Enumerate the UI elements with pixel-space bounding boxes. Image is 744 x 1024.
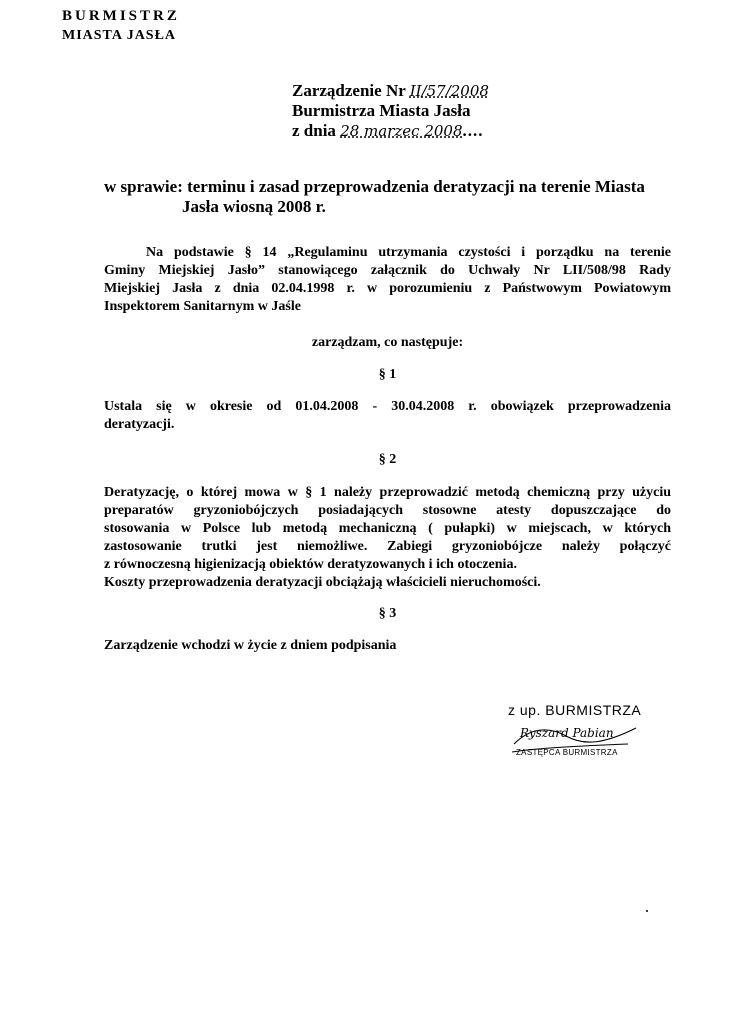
section-1-line: deratyzacji. — [104, 417, 175, 432]
preamble-line: Gminy Miejskiej Jasło” stanowiącego załącznik do Uchwały Nr LII/508/98 Rady — [104, 263, 671, 278]
issuer-line: Burmistrza Miasta Jasła — [292, 101, 471, 120]
section-2-line: Deratyzację, o której mowa w § 1 należy przeprowadzić metodą chemiczną przy użyciu — [104, 485, 671, 500]
subject-line-1: w sprawie: terminu i zasad przeprowadzenia deratyzacji na terenie Miasta — [104, 177, 645, 196]
decree-phrase: zarządzam, co następuje: — [311, 335, 464, 350]
stamp-line-2: ZASTĘPCA BURMISTRZA — [516, 748, 618, 757]
scan-speck — [646, 910, 648, 912]
section-3-heading: § 3 — [378, 606, 397, 621]
signature-name: Ryszard Pabian — [520, 726, 614, 740]
date-line — [292, 120, 484, 142]
preamble-line: Inspektorem Sanitarnym w Jaśle — [104, 299, 301, 314]
issuing-authority — [62, 6, 180, 46]
section-1-heading: § 1 — [378, 367, 397, 382]
preamble-line: Na podstawie § 14 „Regulaminu utrzymania czystości i porządku na terenie — [146, 245, 671, 260]
preamble-line: Miejskiej Jasła z dnia 02.04.1998 r. w porozumieniu z Państwowym Powiatowym — [104, 281, 671, 296]
order-label: Zarządzenie Nr — [292, 81, 406, 100]
stamp-line-1: z up. BURMISTRZA — [508, 702, 642, 718]
section-2-line: Koszty przeprowadzenia deratyzacji obciążają właścicieli nieruchomości. — [104, 575, 541, 590]
handwritten-signature — [508, 718, 658, 764]
section-2-line: stosowania w Polsce lub metodą mechaniczną ( pułapki) w miejscach, w których — [104, 521, 671, 536]
authority-line-1: BURMISTRZ — [62, 8, 180, 24]
section-2-line: z równoczesną higienizacją obiektów deratyzowanych i ich otoczenia. — [104, 557, 517, 572]
section-2-heading: § 2 — [378, 452, 397, 467]
order-title-line — [292, 80, 489, 102]
section-1-line: Ustala się w okresie od 01.04.2008 - 30.04.2008 r. obowiązek przeprowadzenia — [104, 399, 671, 414]
subject-line-2: Jasła wiosną 2008 r. — [182, 197, 326, 216]
section-2-line: zastosowanie trutki jest niemożliwe. Zabiegi gryzoniobójcze należy połączyć — [104, 539, 671, 554]
section-2-line: preparatów gryzoniobójczych posiadających stosowne atesty dopuszczające do — [104, 503, 671, 518]
preamble — [104, 244, 671, 316]
authority-line-2: MIASTA JASŁA — [62, 28, 177, 43]
section-3-body: Zarządzenie wchodzi w życie z dniem podpisania — [104, 638, 397, 653]
signature-block — [508, 702, 641, 718]
date-dots: .... — [462, 121, 484, 140]
section-1-body — [104, 398, 671, 434]
order-number: II/57/2008 — [409, 82, 489, 100]
date-value: 28 marzec 2008 — [340, 122, 463, 140]
date-label: z dnia — [292, 121, 336, 140]
section-2-body — [104, 484, 671, 592]
